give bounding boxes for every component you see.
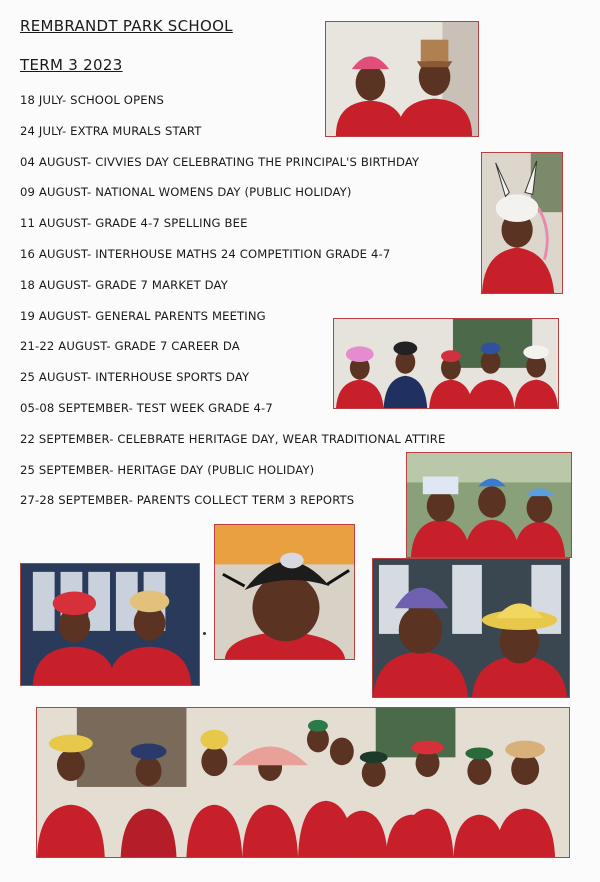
- photo-two-children-decorated-hats: [372, 558, 570, 698]
- event-item: 19 AUGUST- GENERAL PARENTS MEETING: [20, 308, 266, 323]
- term-title: TERM 3 2023: [20, 56, 123, 74]
- events-list: [20, 90, 445, 521]
- school-title: REMBRANDT PARK SCHOOL: [20, 17, 233, 35]
- photo-two-children-hats: [325, 21, 479, 137]
- event-item: 11 AUGUST- GRADE 4-7 SPELLING BEE: [20, 216, 248, 231]
- photo-child-beetle-hat: [214, 524, 355, 660]
- photo-bunny-ears-hat: [481, 152, 563, 294]
- photo-three-children-party-hats: [406, 452, 572, 558]
- photo-two-children-hats-window: [20, 563, 200, 686]
- event-item: 27-28 SEPTEMBER- PARENTS COLLECT TERM 3 REPORTS: [20, 493, 355, 508]
- event-item: 21-22 AUGUST- GRADE 7 CAREER DA: [20, 339, 240, 354]
- photo-class-group: [36, 707, 570, 858]
- event-item: 16 AUGUST- INTERHOUSE MATHS 24 COMPETITION GRADE 4-7: [20, 246, 391, 261]
- event-item: 05-08 SEPTEMBER- TEST WEEK GRADE 4-7: [20, 400, 273, 415]
- event-item: 22 SEPTEMBER- CELEBRATE HERITAGE DAY, WEAR TRADITIONAL ATTIRE: [20, 431, 446, 446]
- event-item: 04 AUGUST- CIVVIES DAY CELEBRATING THE PRINCIPAL'S BIRTHDAY: [20, 154, 420, 169]
- event-item: 24 JULY- EXTRA MURALS START: [20, 123, 202, 138]
- event-item: 25 SEPTEMBER- HERITAGE DAY (PUBLIC HOLIDAY): [20, 462, 315, 477]
- event-item: 18 JULY- SCHOOL OPENS: [20, 93, 165, 107]
- event-item: 25 AUGUST- INTERHOUSE SPORTS DAY: [20, 370, 250, 385]
- event-item: 09 AUGUST- NATIONAL WOMENS DAY (PUBLIC HOLIDAY): [20, 185, 352, 200]
- event-item: 18 AUGUST- GRADE 7 MARKET DAY: [20, 277, 228, 292]
- stray-dot: [203, 632, 206, 635]
- photo-group-five-children: [333, 318, 559, 409]
